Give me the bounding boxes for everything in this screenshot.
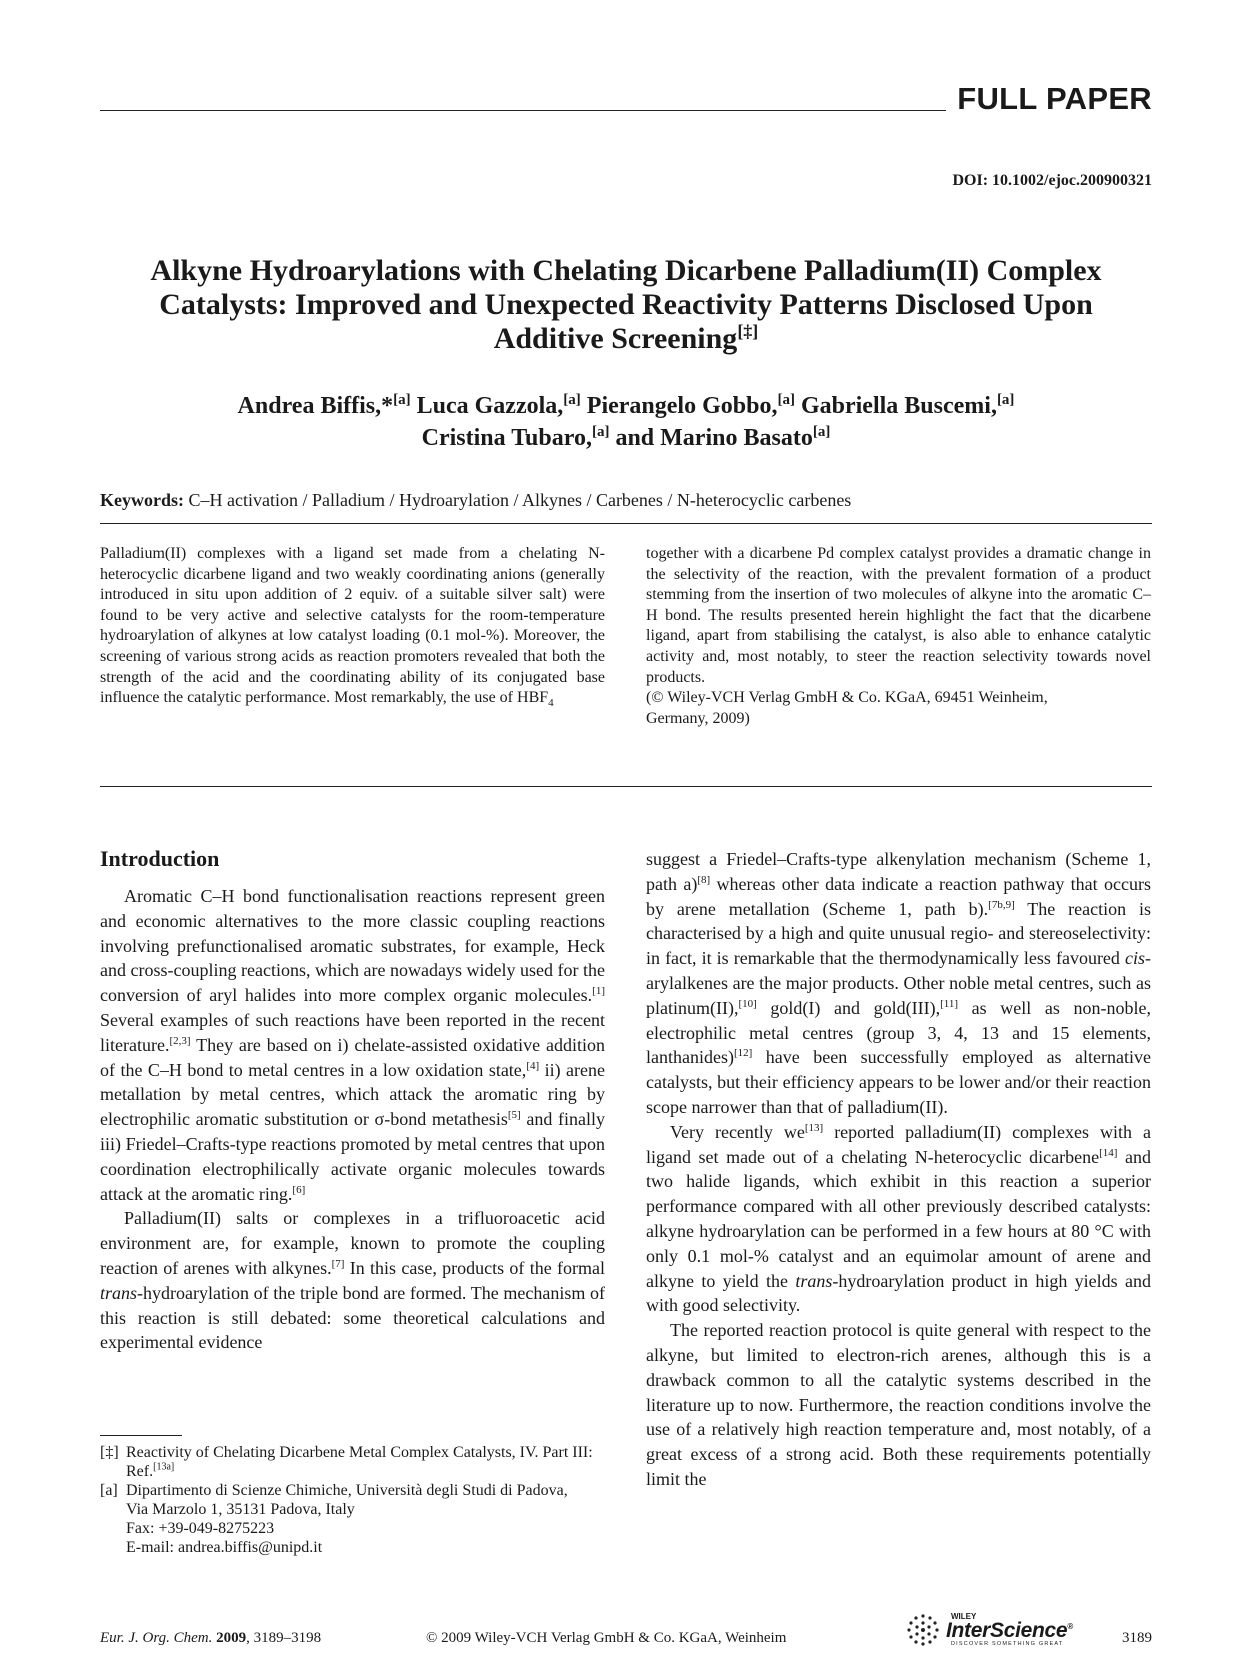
citation: [1] — [592, 985, 605, 998]
abstract-copyright-2: Germany, 2009) — [646, 709, 750, 727]
abstract-text — [100, 544, 605, 709]
affiliation-mark: [a] — [812, 424, 831, 440]
text: suggest a Friedel–Crafts-type alkenylation mechanism (Scheme 1, path a) — [646, 849, 1151, 894]
affiliation-email: E-mail: andrea.biffis@unipd.it — [126, 1539, 323, 1556]
body-column-left — [100, 884, 605, 1355]
affiliation-fax: Fax: +39-049-8275223 — [126, 1520, 275, 1537]
footnote-text: Reactivity of Chelating Dicarbene Metal Complex Catalysts, IV. Part III: Ref. — [126, 1444, 593, 1480]
keywords — [100, 490, 851, 511]
citation: [7b,9] — [988, 898, 1015, 911]
citation: [7] — [331, 1257, 345, 1270]
citation: [11] — [940, 997, 959, 1010]
logo-name — [946, 1619, 1073, 1643]
author-5: Cristina Tubaro, — [421, 425, 592, 451]
affiliation-mark: [a] — [777, 392, 795, 408]
header-rule — [100, 110, 946, 111]
text: The reported reaction protocol is quite general with respect to the alkyne, but limited to electron-rich arenes, although this is a drawback common to all the catalytic systems described in the literature up to now. Furthermore, the reaction conditions involve the use of a relatively high reaction temperature and, most notably, of a great excess of a strong acid. Both these requirements potentially limit the — [646, 1320, 1151, 1489]
logo-reg: ® — [1067, 1622, 1073, 1631]
citation: [12] — [733, 1047, 753, 1060]
citation: [13] — [804, 1121, 824, 1134]
author-1: Andrea Biffis,* — [237, 393, 394, 419]
paragraph-3 — [646, 1120, 1151, 1318]
text: -hydroarylation product in high yields and with good selectivity. — [646, 1270, 1152, 1316]
affiliation-mark: [a] — [563, 392, 581, 408]
text: In this case, products of the formal — [344, 1257, 605, 1278]
paragraph-4 — [646, 1318, 1151, 1492]
affiliation-mark: [a] — [996, 392, 1015, 408]
text: They are based on i) chelate-assisted oxidative addition of the C–H bond to metal centres in a low oxidation state, — [100, 1034, 605, 1080]
paragraph-2 — [100, 1206, 605, 1355]
abstract-part-1: Palladium(II) complexes with a ligand set made from a chelating N-heterocyclic dicarbene ligand and two weakly coordinating anions (generally introduced in situ upon addition of 2 equiv. of a suitable silver salt) were found to be very active and selective catalysts for the room-temperature hydroarylation of alkynes at low catalyst loading (0.1 mol-%). Moreover, the screening of various strong acids as reaction promoters revealed that both the strength of the acid and the coordinating ability of its conjugated base influence the catalytic performance. Most remarkably, the use of HBF — [100, 545, 605, 707]
footnotes — [100, 1443, 605, 1557]
affiliation-mark: [a] — [393, 392, 411, 408]
text: -hydroarylation of the triple bond are formed. The mechanism of this reaction is still debated: some theoretical calculations and experimental evidence — [100, 1282, 605, 1353]
citation: [4] — [526, 1059, 540, 1072]
journal-name: Eur. J. Org. Chem. — [100, 1630, 213, 1646]
abstract-subscript: 4 — [548, 697, 554, 710]
footnote-mark: [‡] — [100, 1444, 119, 1461]
logo-name-text: InterScience — [946, 1619, 1068, 1642]
text: ii) arene metallation by metal centres, which attack the aromatic ring by electrophilic aromatic substitution or σ-bond metathesis — [100, 1059, 605, 1130]
footnote-rule — [100, 1435, 182, 1436]
text: Several examples of such reactions have been reported in the recent literature. — [100, 1009, 605, 1055]
paragraph-2-continued — [646, 847, 1151, 1120]
logo-tagline: DISCOVER SOMETHING GREAT — [951, 1641, 1064, 1647]
abstract-text-continued — [646, 544, 1151, 729]
citation: [13a] — [153, 1461, 175, 1473]
text: reported palladium(II) complexes with a ligand set made out of a chelating N-heterocyclic dicarbene — [646, 1121, 1151, 1167]
citation: [14] — [1099, 1146, 1118, 1159]
abstract-part-2: together with a dicarbene Pd complex catalyst provides a dramatic change in the selectivity of the reaction, with the prevalent formation of a product stemming from the insertion of two molecules of alkyne into the aromatic C–H bond. The results presented herein highlight the fact that the dicarbene ligand, apart from stabilising the catalyst, is also able to enhance catalytic activity and, most notably, to steer the reaction selectivity towards novel products. — [646, 545, 1151, 686]
keywords-text: C–H activation / Palladium / Hydroarylation / Alkynes / Carbenes / N-heterocyclic carbenes — [188, 490, 852, 510]
text: Aromatic C–H bond functionalisation reactions represent green and economic alternatives to the more classic coupling reactions involving prefunctionalised aromatic substrates, for example, Heck and cross-coupling reactions, which are nowadays widely used for the conversion of aryl halides into more complex organic molecules. — [100, 886, 605, 1006]
citation: [2,3] — [169, 1034, 191, 1047]
title-line-1: Alkyne Hydroarylations with Chelating Dicarbene Palladium(II) Complex — [150, 254, 1102, 287]
italic-term: trans — [795, 1270, 833, 1291]
footnote-1 — [100, 1443, 605, 1481]
citation: [5] — [507, 1109, 521, 1122]
citation: [10] — [738, 997, 757, 1010]
text: have been successfully employed as alternative catalysts, but their efficiency appears to be lower and/or their reaction scope narrower than that of palladium(II). — [646, 1047, 1151, 1117]
doi: DOI: 10.1002/ejoc.200900321 — [952, 172, 1152, 189]
author-3: Pierangelo Gobbo, — [586, 393, 778, 419]
abstract-copyright-1: (© Wiley-VCH Verlag GmbH & Co. KGaA, 69451 Weinheim, — [646, 689, 1048, 707]
logo-wiley: WILEY — [951, 1612, 977, 1621]
affiliation-address: Via Marzolo 1, 35131 Padova, Italy — [126, 1501, 355, 1518]
body-column-right — [646, 847, 1151, 1492]
citation: [6] — [292, 1183, 306, 1196]
author-list — [100, 390, 1152, 454]
globe-icon — [903, 1612, 943, 1648]
title-line-2: Catalysts: Improved and Unexpected Reactivity Patterns Disclosed Upon — [159, 288, 1093, 321]
italic-term: trans — [100, 1282, 138, 1303]
author-and: and — [615, 425, 655, 451]
journal-year: 2009 — [216, 1630, 247, 1646]
keywords-label: Keywords: — [100, 490, 184, 510]
title-note-mark: [‡] — [737, 321, 759, 341]
journal-citation — [100, 1630, 321, 1647]
text: Very recently we — [670, 1121, 805, 1142]
author-4: Gabriella Buscemi, — [800, 393, 997, 419]
page-number: 3189 — [1122, 1630, 1152, 1646]
text: -arylalkenes are the major products. Other noble metal centres, such as platinum(II), — [646, 948, 1151, 1018]
text: Palladium(II) salts or complexes in a trifluoroacetic acid environment are, for example, known to promote the coupling reaction of arenes with alkynes. — [100, 1208, 605, 1278]
affiliation-mark: [a] — [591, 424, 610, 440]
journal-pages: , 3189–3198 — [246, 1630, 322, 1646]
footer-copyright: © 2009 Wiley-VCH Verlag GmbH & Co. KGaA, Weinheim — [426, 1630, 787, 1646]
text: and two halide ligands, which exhibit in this reaction a superior performance compared with all other previously described catalysts: alkyne hydroarylation can be performed in a few hours at 80 °C with only 0.1 mol-% catalyst and an equimolar amount of arene and alkyne to yield the — [646, 1146, 1151, 1291]
citation: [8] — [697, 873, 711, 886]
section-heading: Introduction — [100, 846, 220, 871]
text: as well as non-noble, electrophilic metal centres (group 3, 4, 13 and 15 elements, lanthanides) — [646, 997, 1151, 1068]
affiliation-institution: Dipartimento di Scienze Chimiche, Università degli Studi di Padova, — [126, 1482, 568, 1499]
section-label: FULL PAPER — [957, 81, 1152, 116]
abstract-top-rule — [100, 523, 1152, 524]
text: The reaction is characterised by a high and quite unusual regio- and stereoselectivity: in fact, it is remarkable that the thermodynamically less favoured — [646, 898, 1151, 969]
article-title — [100, 254, 1152, 356]
author-6: Marino Basato — [660, 425, 813, 451]
title-line-3: Additive Screening — [493, 322, 738, 355]
interscience-logo — [903, 1612, 1073, 1648]
text: whereas other data indicate a reaction pathway that occurs by arene metallation (Scheme 1, path b). — [646, 873, 1151, 919]
text: gold(I) and gold(III), — [756, 997, 941, 1018]
paragraph-1 — [100, 884, 605, 1206]
author-2: Luca Gazzola, — [416, 393, 564, 419]
text: and finally iii) Friedel–Crafts-type reactions promoted by metal centres that upon coordination electrophilically activate organic molecules towards attack at the aromatic ring. — [100, 1109, 606, 1204]
footnote-affiliation — [100, 1481, 605, 1557]
footnote-mark: [a] — [100, 1482, 118, 1499]
abstract-bottom-rule — [100, 786, 1152, 787]
italic-term: cis — [1125, 948, 1145, 969]
